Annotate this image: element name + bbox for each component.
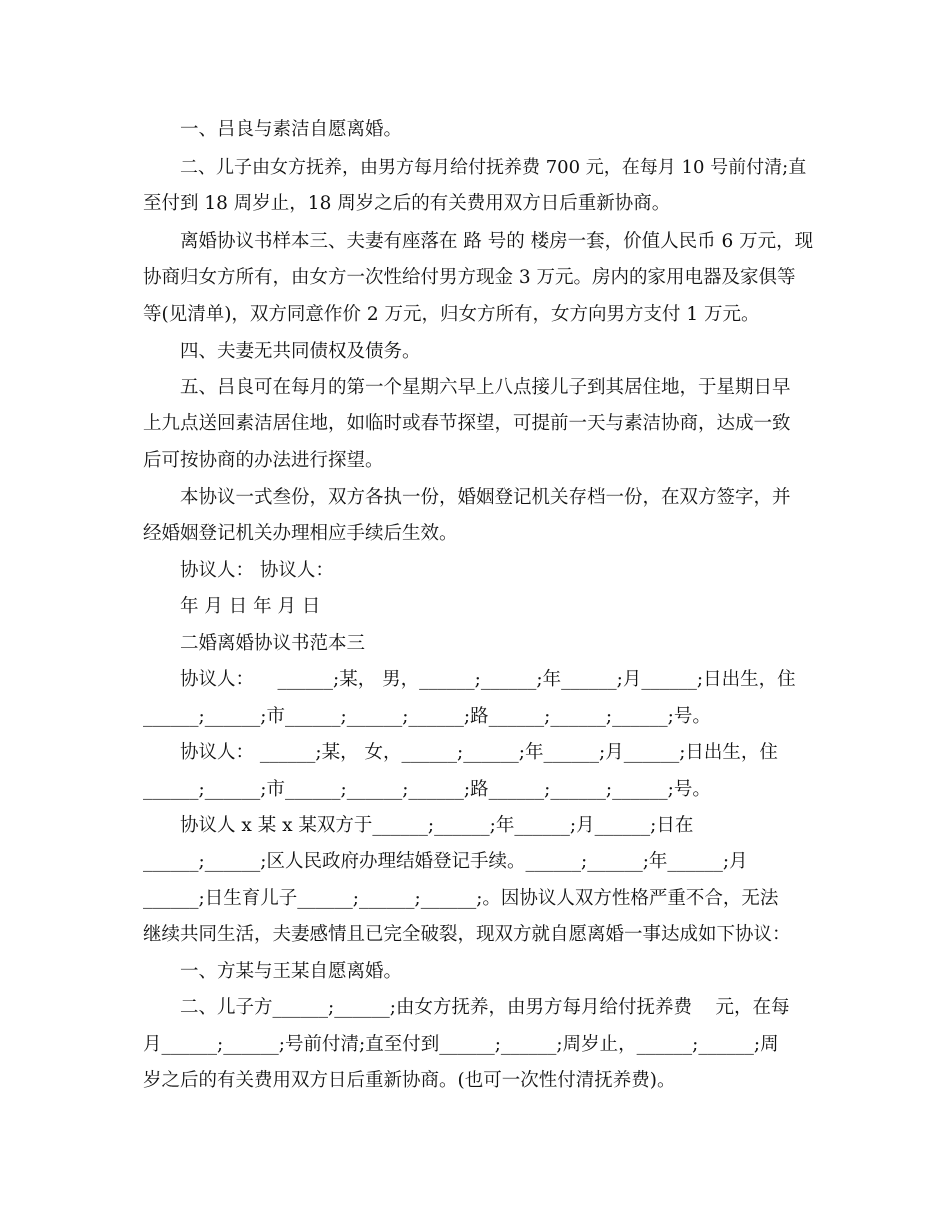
paragraph-line: ______;______;市______;______;______;路______;______;______;号。 xyxy=(143,779,711,800)
paragraph-line: 至付到 18 周岁止，18 周岁之后的有关费用双方日后重新协商。 xyxy=(143,193,671,214)
paragraph-line: 协商归女方所有，由女方一次性给付男方现金 3 万元。房内的家用电器及家俱等 xyxy=(143,267,796,288)
paragraph-line: 后可按协商的办法进行探望。 xyxy=(143,450,384,471)
paragraph-line: 协议人： ______;某， 男，______;______;年______;月______;日出生，住 xyxy=(180,669,796,690)
paragraph-line: 四、夫妻无共同债权及债务。 xyxy=(180,341,421,362)
paragraph-line: 经婚姻登记机关办理相应手续后生效。 xyxy=(143,523,458,544)
paragraph-line: 二、儿子由女方抚养，由男方每月给付抚养费 700 元，在每月 10 号前付清;直 xyxy=(180,157,807,178)
paragraph-line: 岁之后的有关费用双方日后重新协商。(也可一次性付清抚养费)。 xyxy=(143,1070,676,1091)
paragraph-line: 一、方某与王某自愿离婚。 xyxy=(180,961,403,982)
paragraph-line: 本协议一式叁份，双方各执一份，婚姻登记机关存档一份，在双方签字，并 xyxy=(180,487,791,508)
paragraph-line: 五、吕良可在每月的第一个星期六早上八点接儿子到其居住地，于星期日早 xyxy=(180,377,791,398)
section-title: 二婚离婚协议书范本三 xyxy=(180,633,366,654)
paragraph-line: 二、儿子方______;______;由女方抚养，由男方每月给付抚养费 元，在每 xyxy=(180,997,790,1018)
paragraph-line: 上九点送回素洁居住地，如临时或春节探望，可提前一天与素洁协商，达成一致 xyxy=(143,413,791,434)
paragraph-line: 月______;______;号前付清;直至付到______;______;周岁止，______;______;周 xyxy=(143,1034,779,1055)
paragraph-line: 离婚协议书样本三、夫妻有座落在 路 号的 楼房一套，价值人民币 6 万元，现 xyxy=(180,231,814,252)
paragraph-line: 继续共同生活，夫妻感情且已完全破裂，现双方就自愿离婚一事达成如下协议： xyxy=(143,924,791,945)
date-line: 年 月 日 年 月 日 xyxy=(180,596,321,617)
paragraph-line: 协议人： ______;某， 女，______;______;年______;月______;日出生，住 xyxy=(180,742,778,763)
paragraph-line: 等(见清单)，双方同意作价 2 万元，归女方所有，女方向男方支付 1 万元。 xyxy=(143,304,760,325)
signature-line: 协议人： 协议人： xyxy=(180,560,334,581)
paragraph-line: ______;日生育儿子______;______;______;。因协议人双方性格严重不合，无法 xyxy=(143,888,779,909)
paragraph-line: ______;______;市______;______;______;路______;______;______;号。 xyxy=(143,706,711,727)
paragraph-line: ______;______;区人民政府办理结婚登记手续。______;______;年______;月 xyxy=(143,851,748,872)
paragraph-line: 协议人 x 某 x 某双方于______;______;年______;月______;日在 xyxy=(180,815,694,836)
paragraph-line: 一、吕良与素洁自愿离婚。 xyxy=(180,119,403,140)
